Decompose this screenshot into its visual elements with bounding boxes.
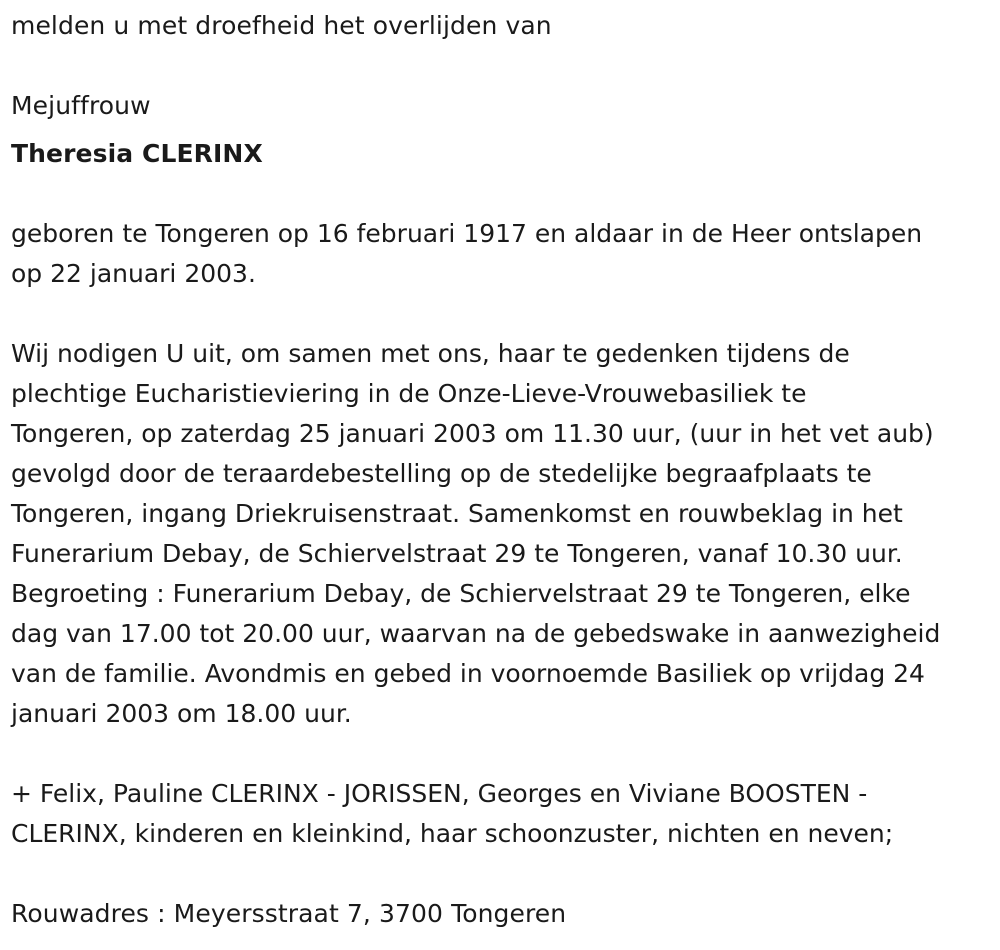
invitation-line: Wij nodigen U uit, om samen met ons, haar te gedenken tijdens de — [11, 339, 850, 368]
invitation-line: van de familie. Avondmis en gebed in voornoemde Basiliek op vrijdag 24 — [11, 659, 925, 688]
spacer — [11, 126, 991, 134]
invitation-line: Begroeting : Funerarium Debay, de Schiervelstraat 29 te Tongeren, elke — [11, 579, 911, 608]
invitation-line: plechtige Eucharistieviering in de Onze-Lieve-Vrouwebasiliek te — [11, 379, 807, 408]
invitation-line: Tongeren, ingang Driekruisenstraat. Samenkomst en rouwbeklag in het — [11, 499, 903, 528]
invitation-paragraph — [11, 334, 991, 734]
invitation-line: Tongeren, op zaterdag 25 januari 2003 om 11.30 uur, (uur in het vet aub) — [11, 419, 934, 448]
family-line: + Felix, Pauline CLERINX - JORISSEN, Georges en Viviane BOOSTEN - — [11, 779, 868, 808]
invitation-line: dag van 17.00 tot 20.00 uur, waarvan na de gebedswake in aanwezigheid — [11, 619, 941, 648]
deceased-name: Theresia CLERINX — [11, 139, 263, 168]
honorific-title: Mejuffrouw — [11, 91, 151, 120]
invitation-line: Funerarium Debay, de Schiervelstraat 29 te Tongeren, vanaf 10.30 uur. — [11, 539, 903, 568]
birth-paragraph — [11, 214, 991, 294]
mourning-address: Rouwadres : Meyersstraat 7, 3700 Tongeren — [11, 899, 567, 928]
spacer — [11, 854, 991, 894]
spacer — [11, 734, 991, 774]
spacer — [11, 174, 991, 214]
intro-text: melden u met droefheid het overlijden van — [11, 11, 552, 40]
death-notice — [11, 6, 991, 934]
birth-line: op 22 januari 2003. — [11, 259, 256, 288]
spacer — [11, 294, 991, 334]
family-line: CLERINX, kinderen en kleinkind, haar schoonzuster, nichten en neven; — [11, 819, 894, 848]
invitation-line: gevolgd door de teraardebestelling op de stedelijke begraafplaats te — [11, 459, 872, 488]
family-paragraph — [11, 774, 991, 854]
spacer — [11, 46, 991, 86]
birth-line: geboren te Tongeren op 16 februari 1917 en aldaar in de Heer ontslapen — [11, 219, 923, 248]
invitation-line: januari 2003 om 18.00 uur. — [11, 699, 352, 728]
